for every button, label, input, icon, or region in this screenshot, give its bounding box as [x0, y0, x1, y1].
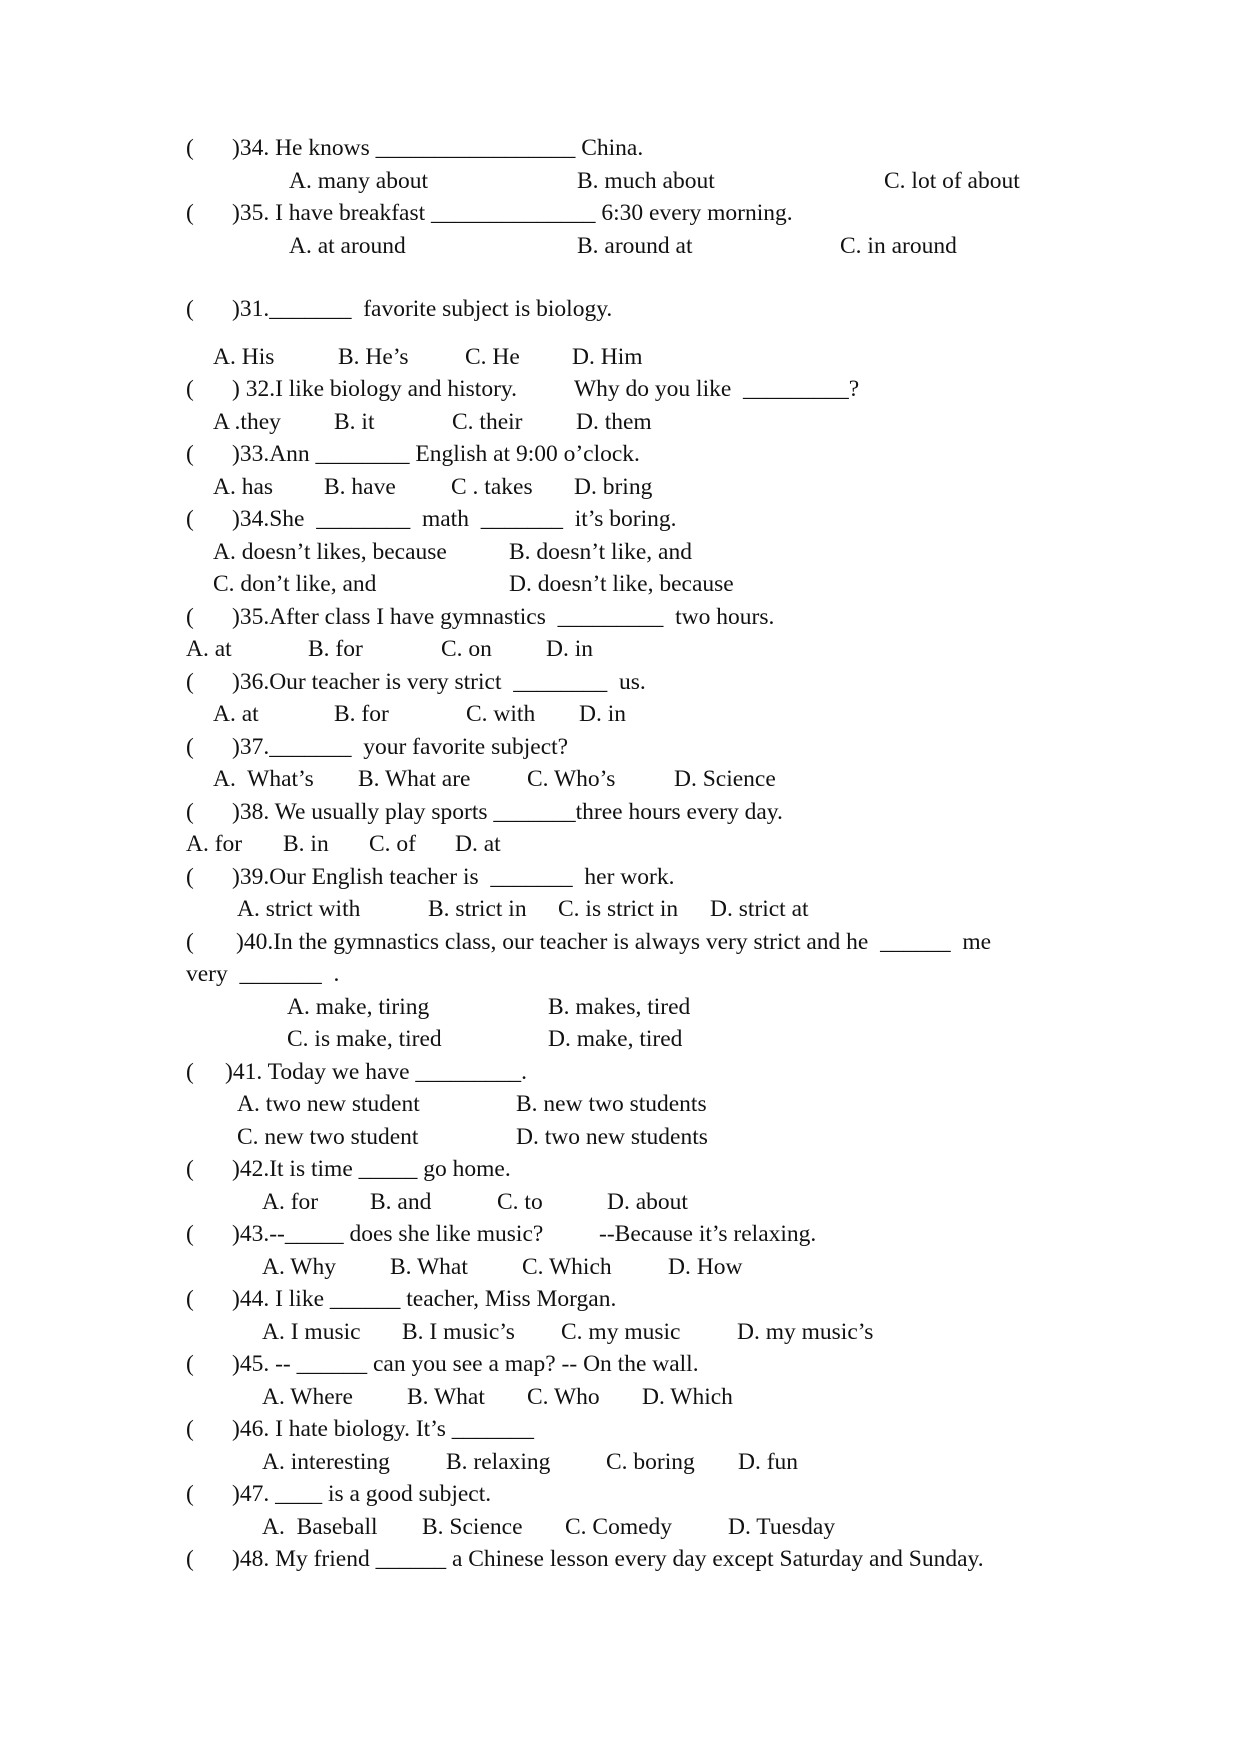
text-segment: A. interesting: [262, 1449, 390, 1475]
text-segment: B. What: [407, 1384, 485, 1410]
text-segment: B. doesn’t like, and: [509, 539, 692, 565]
text-segment: B. and: [370, 1189, 432, 1215]
text-segment: A .they: [213, 409, 281, 435]
text-segment: C. with: [466, 701, 536, 727]
text-segment: )43.--_____ does she like music?: [232, 1221, 544, 1247]
answer-paren: (: [186, 135, 194, 161]
text-segment: B. strict in: [428, 896, 527, 922]
text-segment: D. in: [546, 636, 593, 662]
text-segment: C. lot of about: [884, 168, 1020, 194]
answer-paren: (: [186, 1156, 194, 1182]
text-segment: C. their: [452, 409, 523, 435]
text-segment: )47. ____ is a good subject.: [232, 1481, 492, 1507]
text-segment: B. What: [390, 1254, 468, 1280]
text-segment: B. I music’s: [402, 1319, 515, 1345]
answer-paren: (: [186, 1351, 194, 1377]
text-segment: C. Who’s: [527, 766, 616, 792]
text-segment: C. Who: [527, 1384, 600, 1410]
text-segment: C . takes: [451, 474, 533, 500]
answer-paren: (: [186, 864, 194, 890]
text-segment: D. Which: [642, 1384, 733, 1410]
answer-paren: (: [186, 1481, 194, 1507]
text-segment: C. Which: [522, 1254, 612, 1280]
text-segment: D. Him: [572, 344, 643, 370]
text-segment: B. relaxing: [446, 1449, 551, 1475]
text-segment: D. in: [579, 701, 626, 727]
text-segment: A. I music: [262, 1319, 361, 1345]
text-segment: B. makes, tired: [548, 994, 691, 1020]
text-segment: )45. -- ______ can you see a map? -- On the wall.: [232, 1351, 699, 1377]
text-segment: A. has: [213, 474, 274, 500]
text-segment: D. at: [455, 831, 501, 857]
text-segment: C. on: [441, 636, 492, 662]
text-segment: A. make, tiring: [287, 994, 430, 1020]
text-segment: )38. We usually play sports _______three hours every day.: [232, 799, 783, 825]
text-segment: )40.In the gymnastics class, our teacher is always very strict and he ______ me: [236, 929, 992, 955]
text-segment: A. two new student: [237, 1091, 420, 1117]
text-segment: D. them: [576, 409, 652, 435]
answer-paren: (: [186, 1059, 194, 1085]
answer-paren: (: [186, 929, 194, 955]
text-segment: )46. I hate biology. It’s _______: [232, 1416, 534, 1442]
text-segment: )41. Today we have _________.: [225, 1059, 528, 1085]
text-segment: A. at: [213, 701, 259, 727]
answer-paren: (: [186, 376, 194, 402]
text-segment: A. doesn’t likes, because: [213, 539, 447, 565]
text-segment: C. boring: [606, 1449, 695, 1475]
text-segment: B. for: [308, 636, 363, 662]
answer-paren: (: [186, 506, 194, 532]
text-segment: B. have: [324, 474, 396, 500]
text-segment: C. my music: [561, 1319, 681, 1345]
answer-paren: (: [186, 296, 194, 322]
text-segment: C. to: [497, 1189, 543, 1215]
text-segment: C. don’t like, and: [213, 571, 377, 597]
text-segment: Why do you like _________?: [574, 376, 860, 402]
answer-paren: (: [186, 441, 194, 467]
answer-paren: (: [186, 1416, 194, 1442]
text-segment: D. bring: [574, 474, 653, 500]
answer-paren: (: [186, 1546, 194, 1572]
text-segment: A. Baseball: [262, 1514, 378, 1540]
text-segment: --Because it’s relaxing.: [599, 1221, 817, 1247]
text-segment: )48. My friend ______ a Chinese lesson every day except Saturday and Sunday.: [232, 1546, 984, 1572]
text-segment: A. strict with: [237, 896, 361, 922]
text-segment: B. Science: [422, 1514, 523, 1540]
answer-paren: (: [186, 1221, 194, 1247]
text-segment: )31._______ favorite subject is biology.: [232, 296, 613, 322]
text-segment: )35.After class I have gymnastics _________ two hours.: [232, 604, 775, 630]
answer-paren: (: [186, 669, 194, 695]
text-segment: A. for: [186, 831, 243, 857]
text-segment: A. at: [186, 636, 232, 662]
text-segment: )44. I like ______ teacher, Miss Morgan.: [232, 1286, 617, 1312]
text-segment: A. Why: [262, 1254, 336, 1280]
text-segment: B. much about: [577, 168, 715, 194]
text-segment: C. He: [465, 344, 520, 370]
text-segment: B. it: [334, 409, 375, 435]
text-segment: D. about: [607, 1189, 688, 1215]
text-segment: B. in: [283, 831, 329, 857]
text-segment: A. His: [213, 344, 275, 370]
text-segment: A. Where: [262, 1384, 353, 1410]
text-segment: D. strict at: [710, 896, 809, 922]
text-segment: )37._______ your favorite subject?: [232, 734, 569, 760]
text-segment: D. How: [668, 1254, 743, 1280]
text-segment: )33.Ann ________ English at 9:00 o’clock.: [232, 441, 640, 467]
text-segment: )34. He knows _________________ China.: [232, 135, 644, 161]
text-segment: D. Science: [674, 766, 776, 792]
text-segment: )35. I have breakfast ______________ 6:30 every morning.: [232, 200, 793, 226]
answer-paren: (: [186, 604, 194, 630]
text-segment: D. doesn’t like, because: [509, 571, 734, 597]
answer-paren: (: [186, 200, 194, 226]
text-segment: ) 32.I like biology and history.: [232, 376, 518, 402]
text-segment: A. for: [262, 1189, 319, 1215]
text-segment: C. is strict in: [558, 896, 679, 922]
text-segment: D. fun: [738, 1449, 799, 1475]
text-segment: )42.It is time _____ go home.: [232, 1156, 511, 1182]
text-segment: D. Tuesday: [728, 1514, 836, 1540]
text-segment: D. my music’s: [737, 1319, 874, 1345]
text-segment: C. is make, tired: [287, 1026, 442, 1052]
answer-paren: (: [186, 1286, 194, 1312]
text-segment: D. make, tired: [548, 1026, 683, 1052]
text-segment: B. for: [334, 701, 389, 727]
answer-paren: (: [186, 734, 194, 760]
text-segment: C. in around: [840, 233, 957, 259]
text-segment: A. at around: [289, 233, 406, 259]
text-segment: A. many about: [289, 168, 429, 194]
text-segment: B. He’s: [338, 344, 409, 370]
text-segment: C. new two student: [237, 1124, 419, 1150]
text-segment: )39.Our English teacher is _______ her work.: [232, 864, 675, 890]
text-segment: B. new two students: [516, 1091, 707, 1117]
text-segment: A. What’s: [213, 766, 314, 792]
text-segment: C. Comedy: [565, 1514, 673, 1540]
text-segment: B. What are: [358, 766, 471, 792]
text-segment: )34.She ________ math _______ it’s boring.: [232, 506, 677, 532]
text-segment: D. two new students: [516, 1124, 708, 1150]
text-segment: B. around at: [577, 233, 693, 259]
answer-paren: (: [186, 799, 194, 825]
text-segment: very _______ .: [186, 961, 340, 987]
text-segment: C. of: [369, 831, 416, 857]
text-segment: )36.Our teacher is very strict ________ us.: [232, 669, 646, 695]
